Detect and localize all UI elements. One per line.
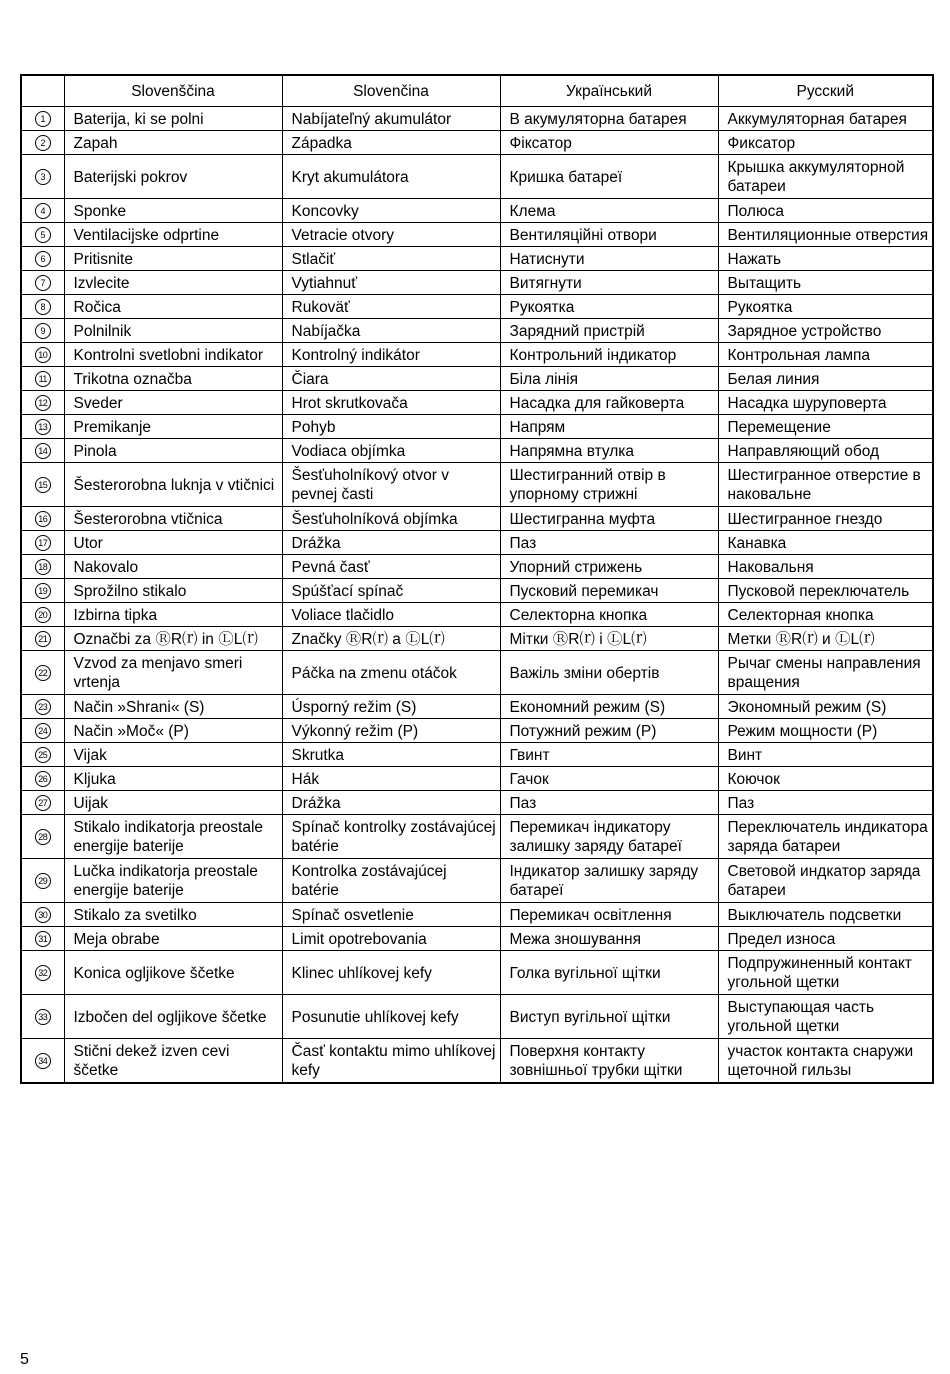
term-cell-sl: Stikalo indikatorja preostale energije baterije [64,815,282,859]
row-number-cell [21,319,64,343]
table-row [21,859,933,903]
header-row [21,75,933,107]
term-cell-sk: Drážka [282,531,500,555]
row-number-cell [21,271,64,295]
term-cell-sk: Drážka [282,791,500,815]
table-row [21,767,933,791]
term-cell-ru: Рукоятка [718,295,933,319]
term-cell-sl: Stični dekež izven cevi ščetke [64,1039,282,1084]
circled-number: 23 [35,699,51,715]
term-cell-sk: Vetracie otvory [282,223,500,247]
term-cell-uk: Натиснути [500,247,718,271]
term-cell-sl: Ročica [64,295,282,319]
term-cell-sk: Spúšťací spínač [282,579,500,603]
term-cell-sl: Pinola [64,439,282,463]
table-row [21,1039,933,1084]
term-cell-sk: Skrutka [282,743,500,767]
term-cell-ru: Выключатель подсветки [718,903,933,927]
term-cell-sk: Šesťuholníkový otvor v pevnej časti [282,463,500,507]
header-slovencina: Slovenčina [282,75,500,107]
term-cell-sk: Kryt akumulátora [282,155,500,199]
table-row [21,415,933,439]
term-cell-sk: Značky ⓇR⒭ a ⓁL⒭ [282,627,500,651]
term-cell-sk: Vodiaca objímka [282,439,500,463]
term-cell-sl: Nakovalo [64,555,282,579]
term-cell-sl: Stikalo za svetilko [64,903,282,927]
circled-number: 31 [35,931,51,947]
term-cell-sk: Úsporný režim (S) [282,695,500,719]
circled-number: 11 [35,371,51,387]
circled-number: 8 [35,299,51,315]
table-row [21,463,933,507]
term-cell-ru: Выступающая часть угольной щетки [718,995,933,1039]
term-cell-uk: Виступ вугільної щітки [500,995,718,1039]
circled-number: 25 [35,747,51,763]
term-cell-ru: Наковальня [718,555,933,579]
term-cell-sl: Zapah [64,131,282,155]
term-cell-sk: Koncovky [282,199,500,223]
term-cell-uk: Клема [500,199,718,223]
term-cell-ru: Канавка [718,531,933,555]
term-cell-sk: Vytiahnuť [282,271,500,295]
table-row [21,271,933,295]
term-cell-sl: Baterijski pokrov [64,155,282,199]
term-cell-sl: Sprožilno stikalo [64,579,282,603]
term-cell-uk: Гачок [500,767,718,791]
term-cell-uk: Кришка батареї [500,155,718,199]
term-cell-uk: Гвинт [500,743,718,767]
term-cell-ru: Режим мощности (P) [718,719,933,743]
term-cell-sl: Šesterorobna vtičnica [64,507,282,531]
row-number-cell [21,651,64,695]
term-cell-sl: Kljuka [64,767,282,791]
term-cell-sk: Pevná časť [282,555,500,579]
table-row [21,995,933,1039]
header-slovenscina: Slovenščina [64,75,282,107]
term-cell-uk: Важіль зміни обертів [500,651,718,695]
table-row [21,555,933,579]
term-cell-uk: Напрям [500,415,718,439]
term-cell-uk: Рукоятка [500,295,718,319]
row-number-cell [21,391,64,415]
table-row [21,927,933,951]
row-number-cell [21,695,64,719]
term-cell-sk: Nabíjačka [282,319,500,343]
table-row [21,199,933,223]
table-row [21,155,933,199]
table-row [21,507,933,531]
term-cell-ru: Переключатель индикатора заряда батареи [718,815,933,859]
table-row [21,295,933,319]
term-cell-uk: Економний режим (S) [500,695,718,719]
circled-number: 2 [35,135,51,151]
term-cell-ru: Рычаг смены направления вращения [718,651,933,695]
circled-number: 24 [35,723,51,739]
row-number-cell [21,743,64,767]
row-number-cell [21,815,64,859]
terms-table [20,74,934,1084]
term-cell-sk: Rukoväť [282,295,500,319]
circled-number: 16 [35,511,51,527]
term-cell-ru: Перемещение [718,415,933,439]
term-cell-sk: Hrot skrutkovača [282,391,500,415]
circled-number: 6 [35,251,51,267]
circled-number: 15 [35,477,51,493]
term-cell-sk: Hák [282,767,500,791]
term-cell-sk: Klinec uhlíkovej kefy [282,951,500,995]
term-cell-sk: Čiara [282,367,500,391]
term-cell-sk: Nabíjateľný akumulátor [282,107,500,131]
term-cell-ru: Направляющий обод [718,439,933,463]
term-cell-uk: В акумуляторна батарея [500,107,718,131]
row-number-cell [21,531,64,555]
term-cell-sl: Označbi za ⓇR⒭ in ⓁL⒭ [64,627,282,651]
row-number-cell [21,131,64,155]
row-number-cell [21,463,64,507]
term-cell-sl: Uijak [64,791,282,815]
row-number-cell [21,439,64,463]
term-cell-sl: Baterija, ki se polni [64,107,282,131]
circled-number: 30 [35,907,51,923]
term-cell-uk: Пусковий перемикач [500,579,718,603]
term-cell-uk: Голка вугільної щітки [500,951,718,995]
term-cell-uk: Упорний стрижень [500,555,718,579]
term-cell-ru: Экономный режим (S) [718,695,933,719]
table-row [21,531,933,555]
circled-number: 3 [35,169,51,185]
circled-number: 19 [35,583,51,599]
term-cell-sl: Utor [64,531,282,555]
circled-number: 17 [35,535,51,551]
term-cell-sk: Voliace tlačidlo [282,603,500,627]
table-row [21,603,933,627]
table-row [21,223,933,247]
row-number-cell [21,719,64,743]
header-number [21,75,64,107]
row-number-cell [21,155,64,199]
term-cell-ru: Вытащить [718,271,933,295]
circled-number: 9 [35,323,51,339]
term-cell-ru: Насадка шуруповерта [718,391,933,415]
table-row [21,651,933,695]
term-cell-uk: Біла лінія [500,367,718,391]
term-cell-uk: Паз [500,531,718,555]
page-number: 5 [20,1351,29,1368]
term-cell-sl: Način »Moč« (P) [64,719,282,743]
term-cell-uk: Витягнути [500,271,718,295]
circled-number: 14 [35,443,51,459]
term-cell-uk: Мітки ⓇR⒭ і ⓁL⒭ [500,627,718,651]
table-row [21,743,933,767]
term-cell-uk: Потужний режим (P) [500,719,718,743]
term-cell-ru: Метки ⓇR⒭ и ⓁL⒭ [718,627,933,651]
term-cell-sl: Sponke [64,199,282,223]
circled-number: 10 [35,347,51,363]
term-cell-ru: Пусковой переключатель [718,579,933,603]
row-number-cell [21,951,64,995]
term-cell-ru: Крышка аккумуляторной батареи [718,155,933,199]
row-number-cell [21,903,64,927]
term-cell-sl: Ventilacijske odprtine [64,223,282,247]
term-cell-sk: Pohyb [282,415,500,439]
term-cell-sl: Polnilnik [64,319,282,343]
term-cell-ru: Коючок [718,767,933,791]
term-cell-uk: Перемикач освітлення [500,903,718,927]
row-number-cell [21,199,64,223]
table-row [21,107,933,131]
table-row [21,579,933,603]
term-cell-sl: Kontrolni svetlobni indikator [64,343,282,367]
term-cell-ru: Шестигранное гнездо [718,507,933,531]
row-number-cell [21,1039,64,1084]
term-cell-uk: Насадка для гайковерта [500,391,718,415]
header-russian: Русский [718,75,933,107]
row-number-cell [21,555,64,579]
circled-number: 18 [35,559,51,575]
term-cell-sk: Časť kontaktu mimo uhlíkovej kefy [282,1039,500,1084]
circled-number: 29 [35,873,51,889]
circled-number: 1 [35,111,51,127]
row-number-cell [21,415,64,439]
term-cell-uk: Селекторна кнопка [500,603,718,627]
circled-number: 12 [35,395,51,411]
table-row [21,391,933,415]
term-cell-ru: Белая линия [718,367,933,391]
term-cell-uk: Фіксатор [500,131,718,155]
term-cell-uk: Межа зношування [500,927,718,951]
term-cell-sl: Način »Shrani« (S) [64,695,282,719]
term-cell-sl: Trikotna označba [64,367,282,391]
term-cell-ru: Зарядное устройство [718,319,933,343]
row-number-cell [21,107,64,131]
table-row [21,343,933,367]
circled-number: 26 [35,771,51,787]
term-cell-sk: Stlačiť [282,247,500,271]
table-row [21,791,933,815]
circled-number: 27 [35,795,51,811]
term-cell-uk: Паз [500,791,718,815]
row-number-cell [21,859,64,903]
term-cell-sl: Vzvod za menjavo smeri vrtenja [64,651,282,695]
table-row [21,695,933,719]
circled-number: 20 [35,607,51,623]
table-row [21,367,933,391]
row-number-cell [21,247,64,271]
term-cell-sk: Šesťuholníková objímka [282,507,500,531]
term-cell-uk: Зарядний пристрій [500,319,718,343]
term-cell-sk: Kontrolný indikátor [282,343,500,367]
term-cell-ru: Световой индкатор заряда батареи [718,859,933,903]
term-cell-sl: Vijak [64,743,282,767]
term-cell-ru: Нажать [718,247,933,271]
row-number-cell [21,927,64,951]
term-cell-uk: Індикатор залишку заряду батареї [500,859,718,903]
row-number-cell [21,295,64,319]
row-number-cell [21,367,64,391]
table-row [21,951,933,995]
table-row [21,903,933,927]
term-cell-uk: Поверхня контакту зовнішньої трубки щітки [500,1039,718,1084]
row-number-cell [21,995,64,1039]
term-cell-uk: Перемикач індикатору залишку заряду батареї [500,815,718,859]
term-cell-sk: Výkonný režim (P) [282,719,500,743]
term-cell-ru: Аккумуляторная батарея [718,107,933,131]
term-cell-sl: Premikanje [64,415,282,439]
term-cell-sk: Spínač osvetlenie [282,903,500,927]
term-cell-ru: Подпружиненный контакт угольной щетки [718,951,933,995]
term-cell-ru: участок контакта снаружи щеточной гильзы [718,1039,933,1084]
circled-number: 5 [35,227,51,243]
term-cell-sk: Spínač kontrolky zostávajúcej batérie [282,815,500,859]
term-cell-uk: Контрольний індикатор [500,343,718,367]
term-cell-ru: Контрольная лампа [718,343,933,367]
term-cell-sk: Páčka na zmenu otáčok [282,651,500,695]
term-cell-sk: Posunutie uhlíkovej kefy [282,995,500,1039]
circled-number: 33 [35,1009,51,1025]
header-ukrainian: Український [500,75,718,107]
circled-number: 13 [35,419,51,435]
row-number-cell [21,603,64,627]
circled-number: 28 [35,829,51,845]
term-cell-ru: Полюса [718,199,933,223]
row-number-cell [21,507,64,531]
term-cell-sl: Sveder [64,391,282,415]
term-cell-uk: Шестигранна муфта [500,507,718,531]
term-cell-sk: Západka [282,131,500,155]
row-number-cell [21,223,64,247]
row-number-cell [21,627,64,651]
term-cell-ru: Винт [718,743,933,767]
term-cell-sl: Meja obrabe [64,927,282,951]
circled-number: 4 [35,203,51,219]
term-cell-uk: Шестигранний отвір в упорному стрижні [500,463,718,507]
term-cell-sl: Šesterorobna luknja v vtičnici [64,463,282,507]
table-row [21,815,933,859]
term-cell-ru: Шестигранное отверстие в наковальне [718,463,933,507]
term-cell-sl: Pritisnite [64,247,282,271]
term-cell-sl: Lučka indikatorja preostale energije baterije [64,859,282,903]
term-cell-ru: Селекторная кнопка [718,603,933,627]
term-cell-ru: Вентиляционные отверстия [718,223,933,247]
term-cell-sl: Izbirna tipka [64,603,282,627]
table-row [21,627,933,651]
term-cell-uk: Вентиляційні отвори [500,223,718,247]
term-cell-sk: Kontrolka zostávajúcej batérie [282,859,500,903]
row-number-cell [21,579,64,603]
circled-number: 32 [35,965,51,981]
term-cell-sl: Izbočen del ogljikove ščetke [64,995,282,1039]
term-cell-sl: Konica ogljikove ščetke [64,951,282,995]
term-cell-ru: Паз [718,791,933,815]
table-row [21,131,933,155]
circled-number: 7 [35,275,51,291]
circled-number: 21 [35,631,51,647]
row-number-cell [21,791,64,815]
table-row [21,719,933,743]
table-row [21,247,933,271]
row-number-cell [21,343,64,367]
table-row [21,439,933,463]
terms-body [21,107,933,1084]
term-cell-ru: Предел износа [718,927,933,951]
term-cell-sk: Limit opotrebovania [282,927,500,951]
row-number-cell [21,767,64,791]
table-row [21,319,933,343]
circled-number: 22 [35,665,51,681]
term-cell-sl: Izvlecite [64,271,282,295]
term-cell-uk: Напрямна втулка [500,439,718,463]
term-cell-ru: Фиксатор [718,131,933,155]
circled-number: 34 [35,1053,51,1069]
